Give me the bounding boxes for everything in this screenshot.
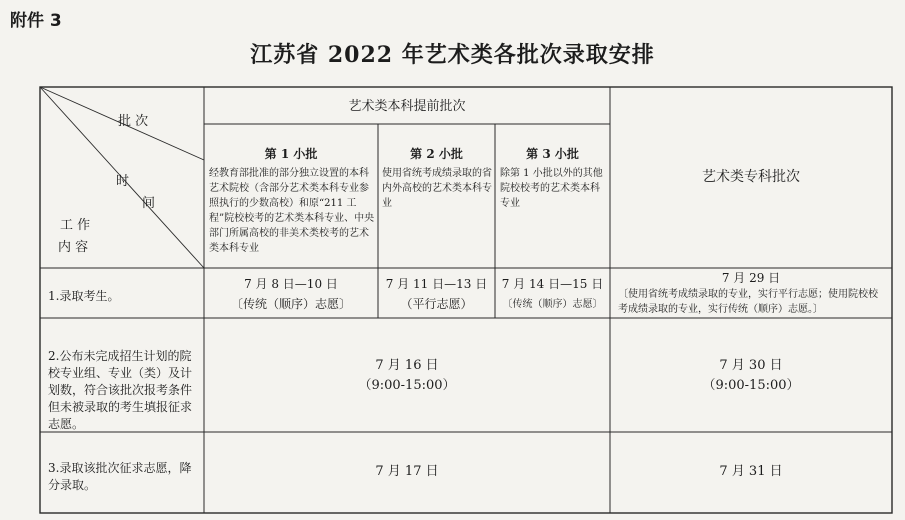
row-1-college-date: 7 月 29 日 (721, 271, 781, 285)
row-1-batch-3-date: 7 月 14 日—15 日 (501, 277, 604, 291)
corner-batch-label: 批 次 (118, 114, 149, 129)
row-1-batch-1-note: 〔传统（顺序）志愿〕 (230, 297, 351, 311)
row-2-early-time: （9:00-15:00） (358, 378, 456, 393)
document-title: 江苏省 2022 年艺术类各批次录取安排 (250, 42, 655, 68)
sub-batch-3-desc: 除第 1 小批以外的其他院校校考的艺术类本科专业 (500, 168, 603, 209)
corner-content-label-2: 内 容 (58, 240, 89, 255)
sub-batch-1-name: 第 1 小批 (264, 147, 318, 161)
corner-content-label-1: 工 作 (60, 218, 91, 233)
row-3-college-date: 7 月 31 日 (719, 464, 783, 479)
sub-batch-2-desc: 使用省统考成绩录取的省内外高校的艺术类本科专业 (382, 168, 492, 209)
row-3-task: 3.录取该批次征求志愿，降分录取。 (48, 461, 192, 492)
corner-time-label-2: 间 (142, 196, 156, 211)
row-3-early-date: 7 月 17 日 (375, 464, 439, 479)
row-1-batch-2-date: 7 月 11 日—13 日 (385, 277, 488, 291)
row-1-college-note: 〔使用省统考成绩录取的专业，实行平行志愿；使用院校校考成绩录取的专业，实行传统（顺序）志愿。〕 (618, 289, 878, 315)
sub-batch-2-name: 第 2 小批 (410, 147, 463, 161)
early-batch-header: 艺术类本科提前批次 (348, 99, 466, 114)
row-2-college-date: 7 月 30 日 (719, 358, 783, 373)
row-1-batch-3-note: 〔传统（顺序）志愿〕 (502, 299, 603, 310)
row-2-college-time: （9:00-15:00） (702, 378, 800, 393)
corner-time-label-1: 时 (116, 174, 130, 189)
attachment-label: 附件 3 (10, 11, 62, 31)
sub-batch-1-desc: 经教育部批准的部分独立设置的本科艺术院校（含部分艺术类本科专业参照执行的少数高校）和原“211 工程”院校校考的艺术类本科专业、中央部门所属高校的非美术类校考的艺术类本科专业 (209, 168, 375, 254)
row-2-early-date: 7 月 16 日 (375, 358, 439, 373)
college-batch-header: 艺术类专科批次 (702, 169, 800, 185)
sub-batch-3-name: 第 3 小批 (526, 147, 579, 161)
row-2-task: 2.公布未完成招生计划的院校专业组、专业（类）及计划数，符合该批次报考条件但未被录取的考生填报征求志愿。 (48, 349, 193, 431)
row-1-batch-2-note: （平行志愿） (400, 297, 473, 311)
row-1-batch-1-date: 7 月 8 日—10 日 (244, 277, 338, 291)
row-1-task: 1.录取考生。 (48, 289, 120, 303)
